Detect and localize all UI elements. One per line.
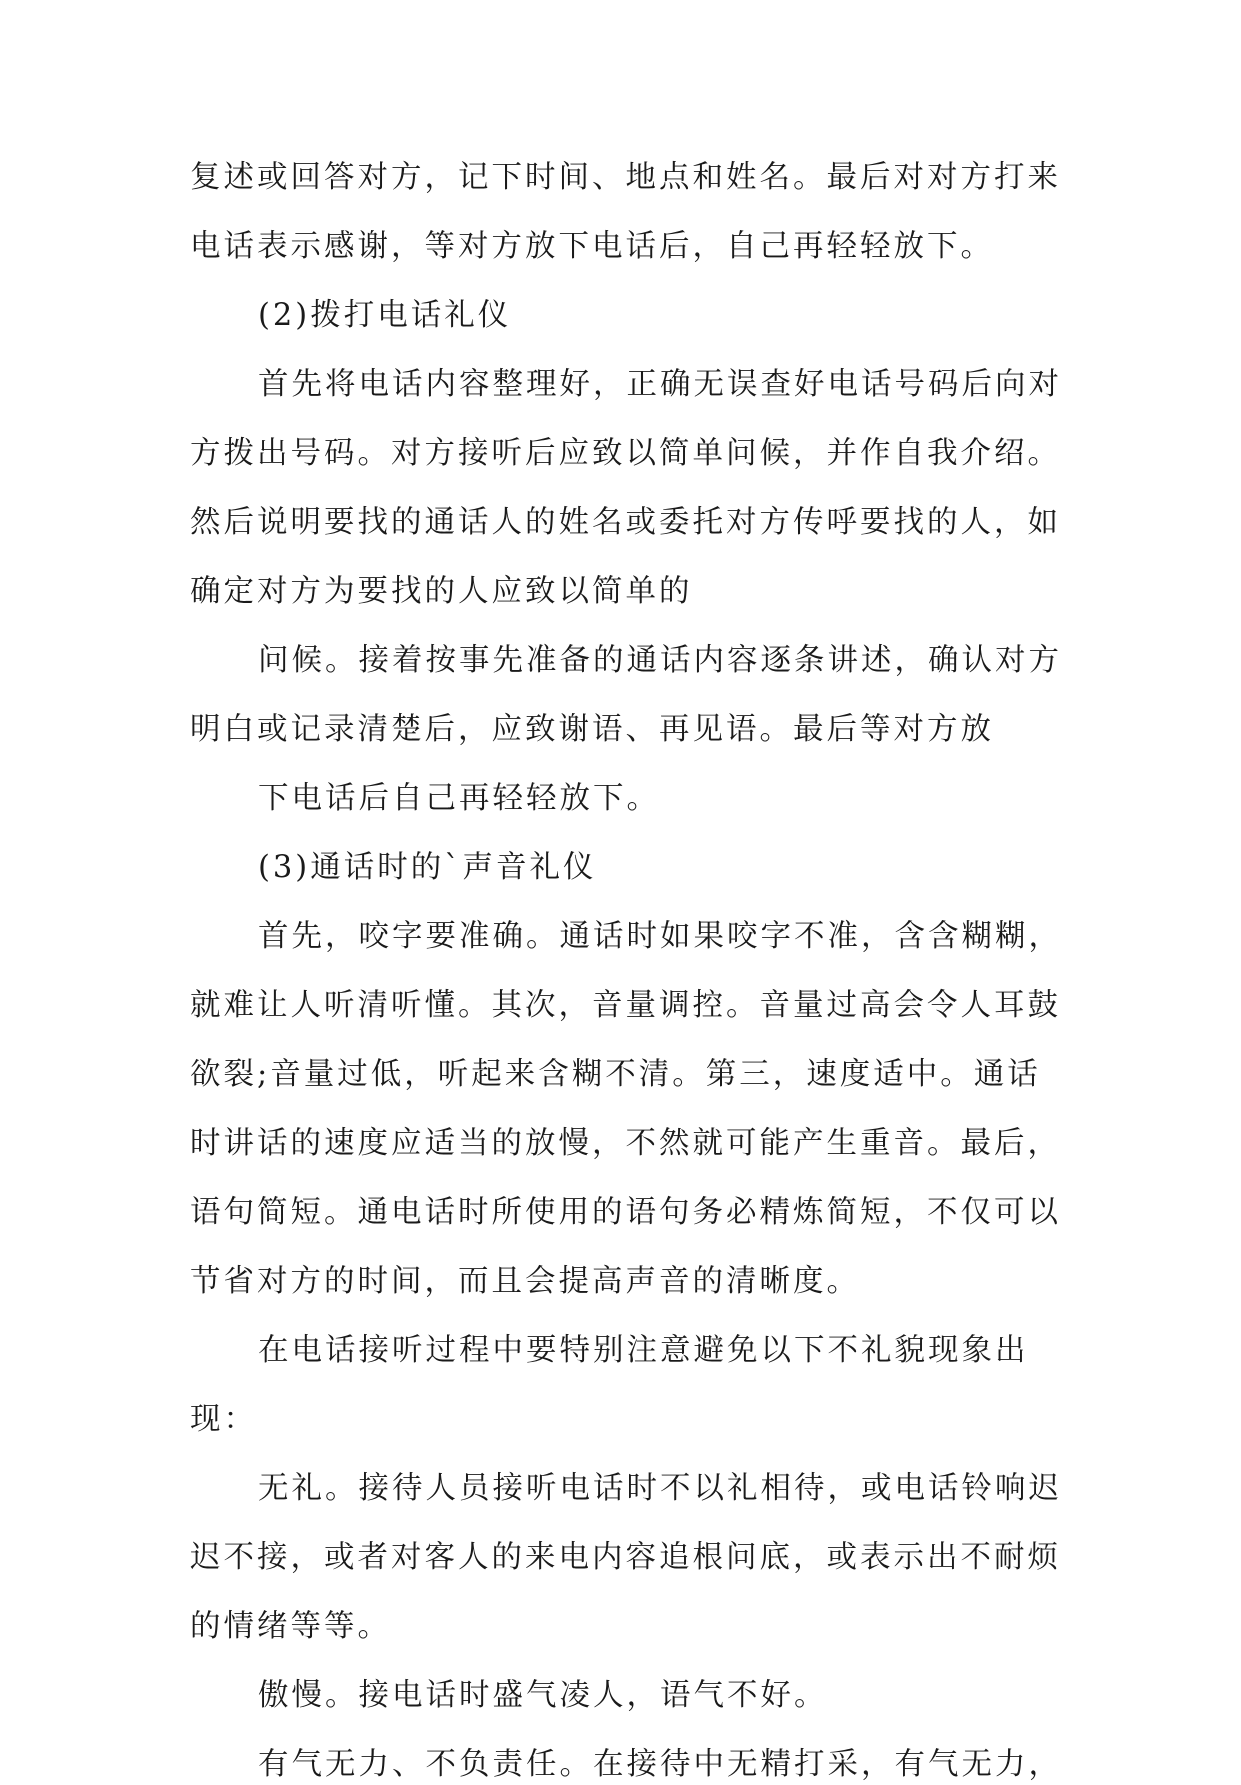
text-line: 欲裂;音量过低，听起来含糊不清。第三，速度适中。通话 (190, 1057, 1041, 1092)
text-line: 就难让人听清听懂。其次，音量调控。音量过高会令人耳鼓 (190, 988, 1061, 1023)
text-line: 傲慢。接电话时盛气凌人，语气不好。 (258, 1678, 828, 1713)
text-line: 节省对方的时间，而且会提高声音的清晰度。 (190, 1264, 860, 1299)
text-line: 下电话后自己再轻轻放下。 (258, 781, 660, 816)
text-line: (2)拨打电话礼仪 (258, 298, 512, 333)
text-line: 确定对方为要找的人应致以简单的 (190, 574, 693, 609)
text-line: 的情绪等等。 (190, 1609, 391, 1644)
text-line: 有气无力、不负责任。在接待中无精打采，有气无力， (258, 1747, 1062, 1782)
text-line: 电话表示感谢，等对方放下电话后，自己再轻轻放下。 (190, 229, 994, 264)
text-line: 无礼。接待人员接听电话时不以礼相待，或电话铃响迟 (258, 1471, 1062, 1506)
text-line: 首先将电话内容整理好，正确无误查好电话号码后向对 (258, 367, 1062, 402)
text-line: 现： (190, 1402, 257, 1437)
text-line: 在电话接听过程中要特别注意避免以下不礼貌现象出 (258, 1333, 1029, 1368)
text-line: 复述或回答对方，记下时间、地点和姓名。最后对对方打来 (190, 160, 1061, 195)
text-line: 迟不接，或者对客人的来电内容追根问底，或表示出不耐烦 (190, 1540, 1061, 1575)
text-line: (3)通话时的`声音礼仪 (258, 850, 597, 885)
text-line: 然后说明要找的通话人的姓名或委托对方传呼要找的人，如 (190, 505, 1061, 540)
text-line: 首先，咬字要准确。通话时如果咬字不准，含含糊糊， (258, 919, 1062, 954)
text-line: 方拨出号码。对方接听后应致以简单问候，并作自我介绍。 (190, 436, 1061, 471)
text-line: 问候。接着按事先准备的通话内容逐条讲述，确认对方 (258, 643, 1062, 678)
text-line: 明白或记录清楚后，应致谢语、再见语。最后等对方放 (190, 712, 994, 747)
text-line: 时讲话的速度应适当的放慢，不然就可能产生重音。最后， (190, 1126, 1061, 1161)
text-line: 语句简短。通电话时所使用的语句务必精炼简短，不仅可以 (190, 1195, 1061, 1230)
